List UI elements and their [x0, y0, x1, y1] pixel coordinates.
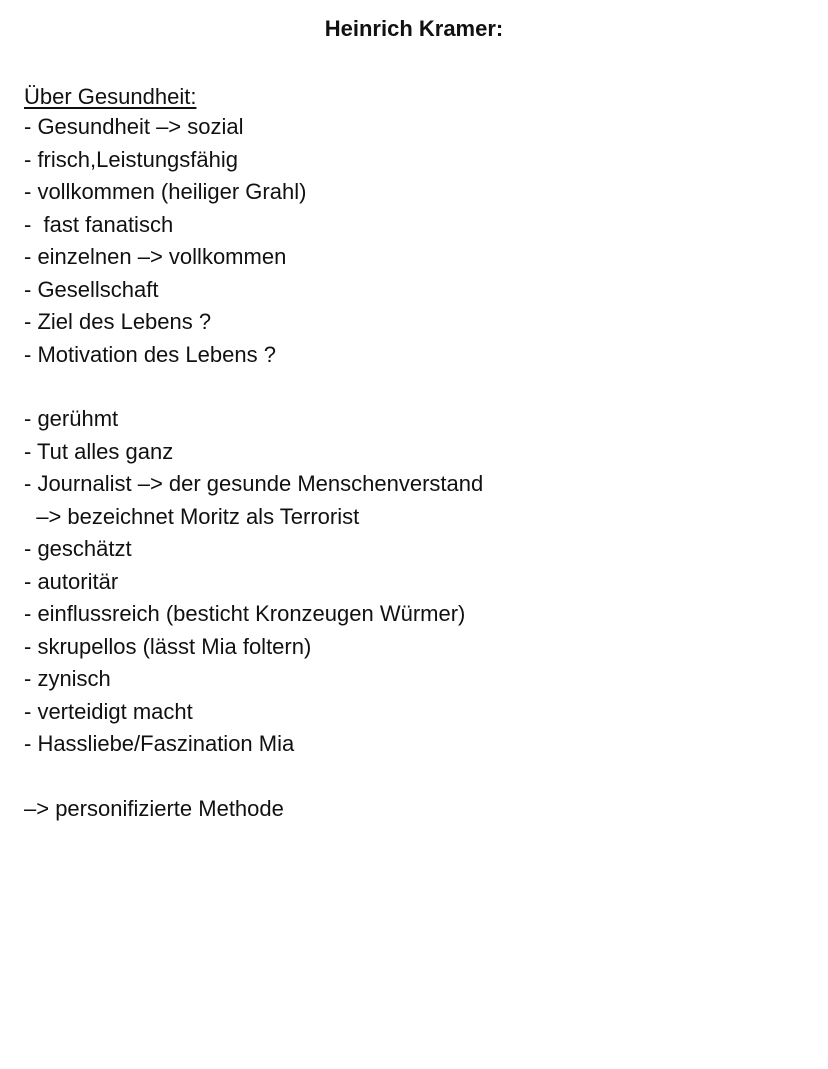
list-item: - Journalist –> der gesunde Menschenverstand	[24, 471, 484, 496]
character-points-list	[24, 403, 483, 761]
document-title: Heinrich Kramer:	[324, 16, 504, 41]
list-item: - einzelnen –> vollkommen	[24, 244, 287, 269]
list-item: - gerühmt	[24, 406, 119, 431]
list-item: - Tut alles ganz	[24, 438, 174, 464]
list-item: - Gesundheit –> sozial	[24, 114, 244, 139]
list-item: - frisch,Leistungsfähig	[24, 146, 238, 172]
list-item: - zynisch	[24, 666, 111, 691]
list-item: - fast fanatisch	[24, 211, 174, 237]
health-points-list	[24, 111, 306, 371]
list-item: - Ziel des Lebens ?	[24, 309, 212, 334]
section-heading-health: Über Gesundheit:	[24, 84, 197, 109]
list-item: - geschätzt	[24, 536, 132, 561]
list-item: - vollkommen (heiliger Grahl)	[24, 179, 307, 204]
list-item: - einflussreich (besticht Kronzeugen Würmer)	[24, 601, 466, 626]
list-item: - verteidigt macht	[24, 698, 193, 724]
list-item: - autoritär	[24, 568, 119, 594]
list-item: –> bezeichnet Moritz als Terrorist	[24, 503, 360, 529]
list-item: - Hassliebe/Faszination Mia	[24, 731, 295, 756]
list-item: - Motivation des Lebens ?	[24, 341, 276, 367]
list-item: - Gesellschaft	[24, 276, 159, 302]
list-item: - skrupellos (lässt Mia foltern)	[24, 633, 312, 659]
conclusion-line: –> personifizierte Methode	[24, 796, 284, 821]
